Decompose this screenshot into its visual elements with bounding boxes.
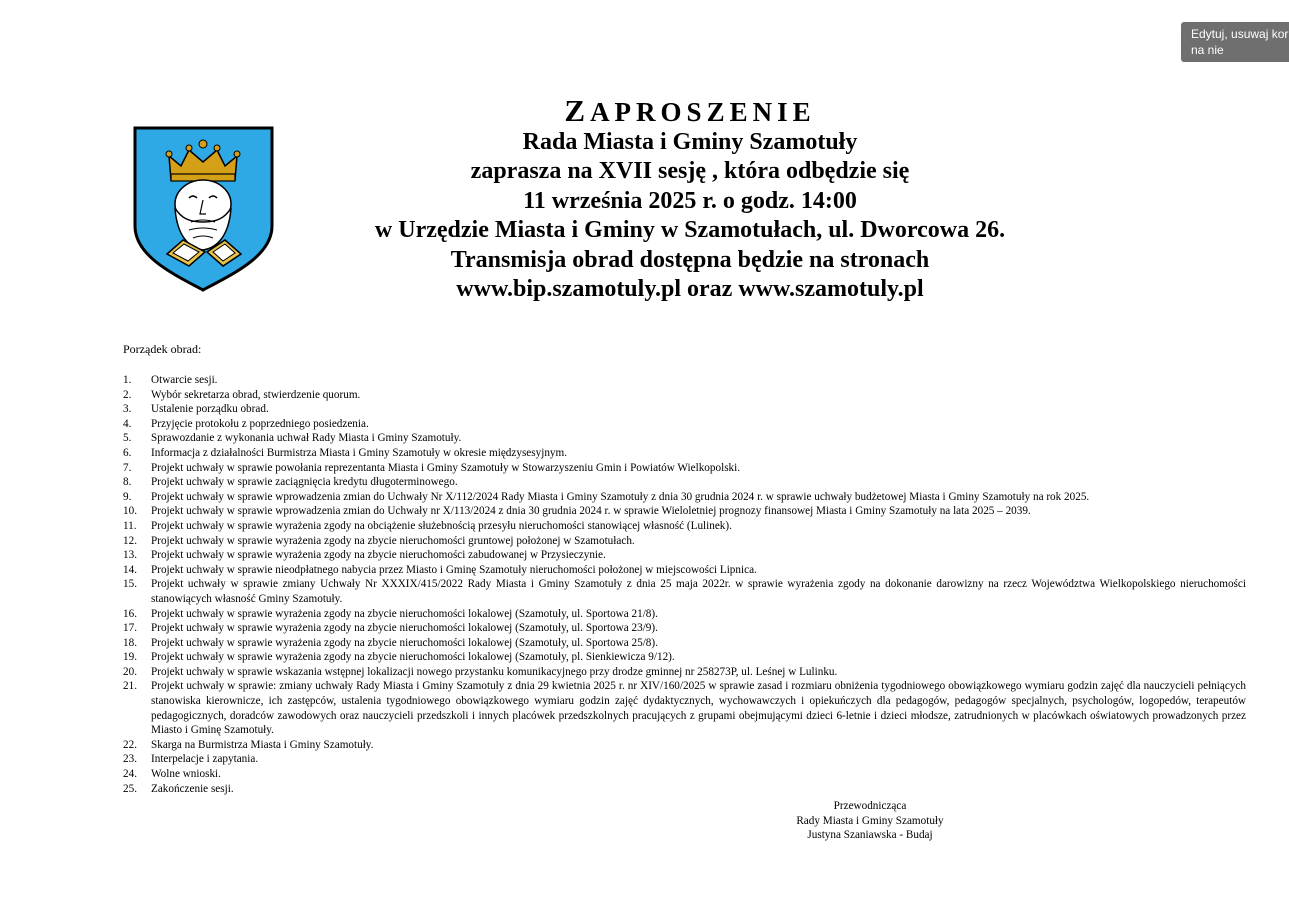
signature-name: Justyna Szaniawska - Budaj	[807, 829, 933, 842]
agenda-item-text: Projekt uchwały w sprawie: zmiany uchwały Rady Miasta i Gminy Szamotuły z dnia 29 kwietnia 2025 r. nr XIV/160/2025 w sprawie zasad i rozmiaru obniżenia tygodniowego obowiązkowego wymiaru godzin zajęć dla nauczycieli pełniących stanowiska kierownicze, ich zastępców, ustalenia tygodniowego obowiązkowego wymiaru godzin zajęć dydaktycznych, wychowawczych i opiekuńczych dla pedagogów, pedagogów specjalnych, psychologów, logopedów, terapeutów pedagogicznych, doradców zawodowych oraz nauczycieli przedszkoli i innych placówek przedszkolnych pracujących z grupami obejmującymi dzieci 6-letnie i dzieci młodsze, zatrudnionych w placówkach oświatowych prowadzonych przez Miasto i Gminę Szamotuły.	[151, 680, 1246, 737]
broadcast-links: www.bip.szamotuly.pl oraz www.szamotuly.pl	[456, 276, 924, 302]
agenda-item-text: Wybór sekretarza obrad, stwierdzenie quorum.	[151, 388, 361, 401]
agenda-item	[123, 475, 1246, 490]
title-rest: APROSZENIE	[590, 97, 816, 127]
agenda-item-number: 25.	[123, 782, 137, 795]
agenda-item-number: 15.	[123, 578, 137, 591]
agenda-item	[123, 431, 1246, 446]
agenda-item-number: 23.	[123, 753, 137, 766]
agenda-item-number: 17.	[123, 622, 137, 635]
agenda-item-number: 5.	[123, 432, 132, 445]
agenda-item-number: 11.	[123, 519, 137, 532]
agenda-item-text: Projekt uchwały w sprawie wyrażenia zgody na zbycie nieruchomości gruntowej położonej w Szamotułach.	[151, 534, 635, 547]
agenda-item-number: 8.	[123, 476, 132, 489]
agenda-item-text: Projekt uchwały w sprawie wyrażenia zgody na zbycie nieruchomości lokalowej (Szamotuły, ul. Sportowa 23/9).	[151, 622, 658, 635]
agenda-item	[123, 534, 1246, 549]
agenda-item	[123, 461, 1246, 476]
agenda-item-text: Ustalenie porządku obrad.	[151, 403, 269, 416]
agenda-item	[123, 577, 1246, 606]
agenda-item	[123, 373, 1246, 388]
agenda-item-number: 7.	[123, 461, 132, 474]
agenda-item	[123, 679, 1246, 737]
agenda-item	[123, 504, 1246, 519]
agenda-item-number: 22.	[123, 738, 137, 751]
agenda-item	[123, 548, 1246, 563]
tooltip-line-2: na nie	[1191, 43, 1224, 57]
agenda-item	[123, 519, 1246, 534]
agenda-item-number: 9.	[123, 490, 132, 503]
agenda-heading: Porządek obrad:	[123, 342, 202, 356]
agenda-item-number: 2.	[123, 388, 132, 401]
coat-of-arms-icon	[133, 126, 274, 292]
agenda-item-text: Projekt uchwały w sprawie zmiany Uchwały Nr XXXIX/415/2022 Rady Miasta i Gminy Szamotuły z dnia 25 maja 2022r. w sprawie wyrażenia zgody na dokonanie darowizny na rzecz Województwa Wielkopolskiego nieruchomości stanowiących własność Gminy Szamotuły.	[151, 578, 1246, 605]
signature-role: Przewodnicząca	[833, 800, 907, 812]
agenda-item-number: 4.	[123, 417, 132, 430]
agenda-item-text: Projekt uchwały w sprawie nieodpłatnego nabycia przez Miasto i Gminę Szamotuły nieruchomości położonej w miejscowości Lipnica.	[151, 563, 757, 576]
agenda-item-number: 14.	[123, 563, 137, 576]
agenda-item-number: 10.	[123, 505, 137, 518]
agenda-item-text: Projekt uchwały w sprawie wprowadzenia zmian do Uchwały Nr X/112/2024 Rady Miasta i Gminy Szamotuły z dnia 30 grudnia 2024 r. w sprawie uchwały budżetowej Miasta i Gminy Szamotuły na rok 2025.	[151, 490, 1090, 503]
agenda-item-text: Projekt uchwały w sprawie wyrażenia zgody na zbycie nieruchomości zabudowanej w Przysieczynie.	[151, 549, 606, 562]
agenda-item-number: 6.	[123, 446, 132, 459]
agenda-item-text: Wolne wnioski.	[151, 768, 221, 781]
session-invite: zaprasza na XVII sesję , która odbędzie się	[470, 158, 910, 184]
signature-body: Rady Miasta i Gminy Szamotuły	[796, 814, 944, 827]
agenda-item-number: 20.	[123, 665, 137, 678]
agenda-item-text: Informacja z działalności Burmistrza Miasta i Gminy Szamotuły w okresie międzysesyjnym.	[151, 446, 568, 459]
session-date: 11 września 2025 r. o godz. 14:00	[523, 187, 857, 214]
edit-tooltip	[1181, 22, 1289, 62]
agenda-item	[123, 446, 1246, 461]
agenda-item	[123, 607, 1246, 622]
invitation-title	[280, 93, 1100, 128]
agenda-item	[123, 402, 1246, 417]
agenda-item	[123, 665, 1246, 680]
council-name: Rada Miasta i Gminy Szamotuły	[522, 128, 858, 155]
agenda-item	[123, 636, 1246, 651]
agenda-item-number: 16.	[123, 607, 137, 620]
signature-block	[750, 799, 990, 843]
agenda-item	[123, 417, 1246, 432]
agenda-item-text: Projekt uchwały w sprawie wprowadzenia zmian do Uchwały nr X/113/2024 z dnia 30 grudnia 2024 r. w sprawie Wieloletniej prognozy finansowej Miasta i Gminy Szamotuły na lata 2025 – 2039.	[151, 505, 1031, 518]
agenda-item	[123, 738, 1246, 753]
agenda-item-number: 3.	[123, 403, 132, 416]
agenda-item-number: 24.	[123, 768, 137, 781]
agenda-item-text: Projekt uchwały w sprawie zaciągnięcia kredytu długoterminowego.	[151, 476, 458, 489]
title-initial: Z	[564, 93, 591, 128]
agenda-item-text: Przyjęcie protokołu z poprzedniego posiedzenia.	[151, 417, 369, 430]
agenda-item	[123, 388, 1246, 403]
invitation-header	[280, 93, 1100, 305]
agenda-item-text: Otwarcie sesji.	[151, 374, 218, 386]
tooltip-line-1: Edytuj, usuwaj kor	[1191, 27, 1289, 41]
agenda-item-text: Interpelacje i zapytania.	[151, 753, 259, 766]
agenda-item-number: 1.	[123, 374, 132, 386]
agenda-item	[123, 650, 1246, 665]
agenda-item-text: Projekt uchwały w sprawie wyrażenia zgody na zbycie nieruchomości lokalowej (Szamotuły, pl. Sienkiewicza 9/12).	[151, 651, 675, 664]
agenda-item-text: Projekt uchwały w sprawie wyrażenia zgody na zbycie nieruchomości lokalowej (Szamotuły, ul. Sportowa 21/8).	[151, 607, 658, 620]
agenda-item-text: Projekt uchwały w sprawie wskazania wstępnej lokalizacji nowego przystanku komunikacyjnego przy drodze gminnej nr 258273P, ul. Leśnej w Lulinku.	[151, 665, 838, 678]
agenda-list	[123, 373, 1246, 796]
agenda-item-text: Zakończenie sesji.	[151, 782, 234, 795]
agenda-item-text: Skarga na Burmistrza Miasta i Gminy Szamotuły.	[151, 738, 374, 751]
agenda-item-number: 12.	[123, 534, 137, 547]
agenda-item-number: 21.	[123, 680, 137, 693]
session-venue: w Urzędzie Miasta i Gminy w Szamotułach, ul. Dworcowa 26.	[374, 217, 1006, 243]
agenda-item	[123, 563, 1246, 578]
agenda-item-text: Sprawozdanie z wykonania uchwał Rady Miasta i Gminy Szamotuły.	[151, 432, 462, 445]
agenda-item-number: 13.	[123, 549, 137, 562]
agenda-item-number: 19.	[123, 651, 137, 664]
agenda-item-text: Projekt uchwały w sprawie powołania reprezentanta Miasta i Gminy Szamotuły w Stowarzyszeniu Gmin i Powiatów Wielkopolski.	[151, 461, 741, 474]
agenda-item	[123, 752, 1246, 767]
agenda-item	[123, 490, 1246, 505]
agenda-item-number: 18.	[123, 636, 137, 649]
agenda-item	[123, 621, 1246, 636]
agenda-item	[123, 767, 1246, 782]
broadcast-info: Transmisja obrad dostępna będzie na stronach	[450, 246, 930, 273]
agenda-item-text: Projekt uchwały w sprawie wyrażenia zgody na zbycie nieruchomości lokalowej (Szamotuły, ul. Sportowa 25/8).	[151, 636, 658, 649]
agenda-item	[123, 782, 1246, 797]
agenda-item-text: Projekt uchwały w sprawie wyrażenia zgody na obciążenie służebnością przesyłu nieruchomości stanowiącej własność (Lulinek).	[151, 519, 732, 532]
